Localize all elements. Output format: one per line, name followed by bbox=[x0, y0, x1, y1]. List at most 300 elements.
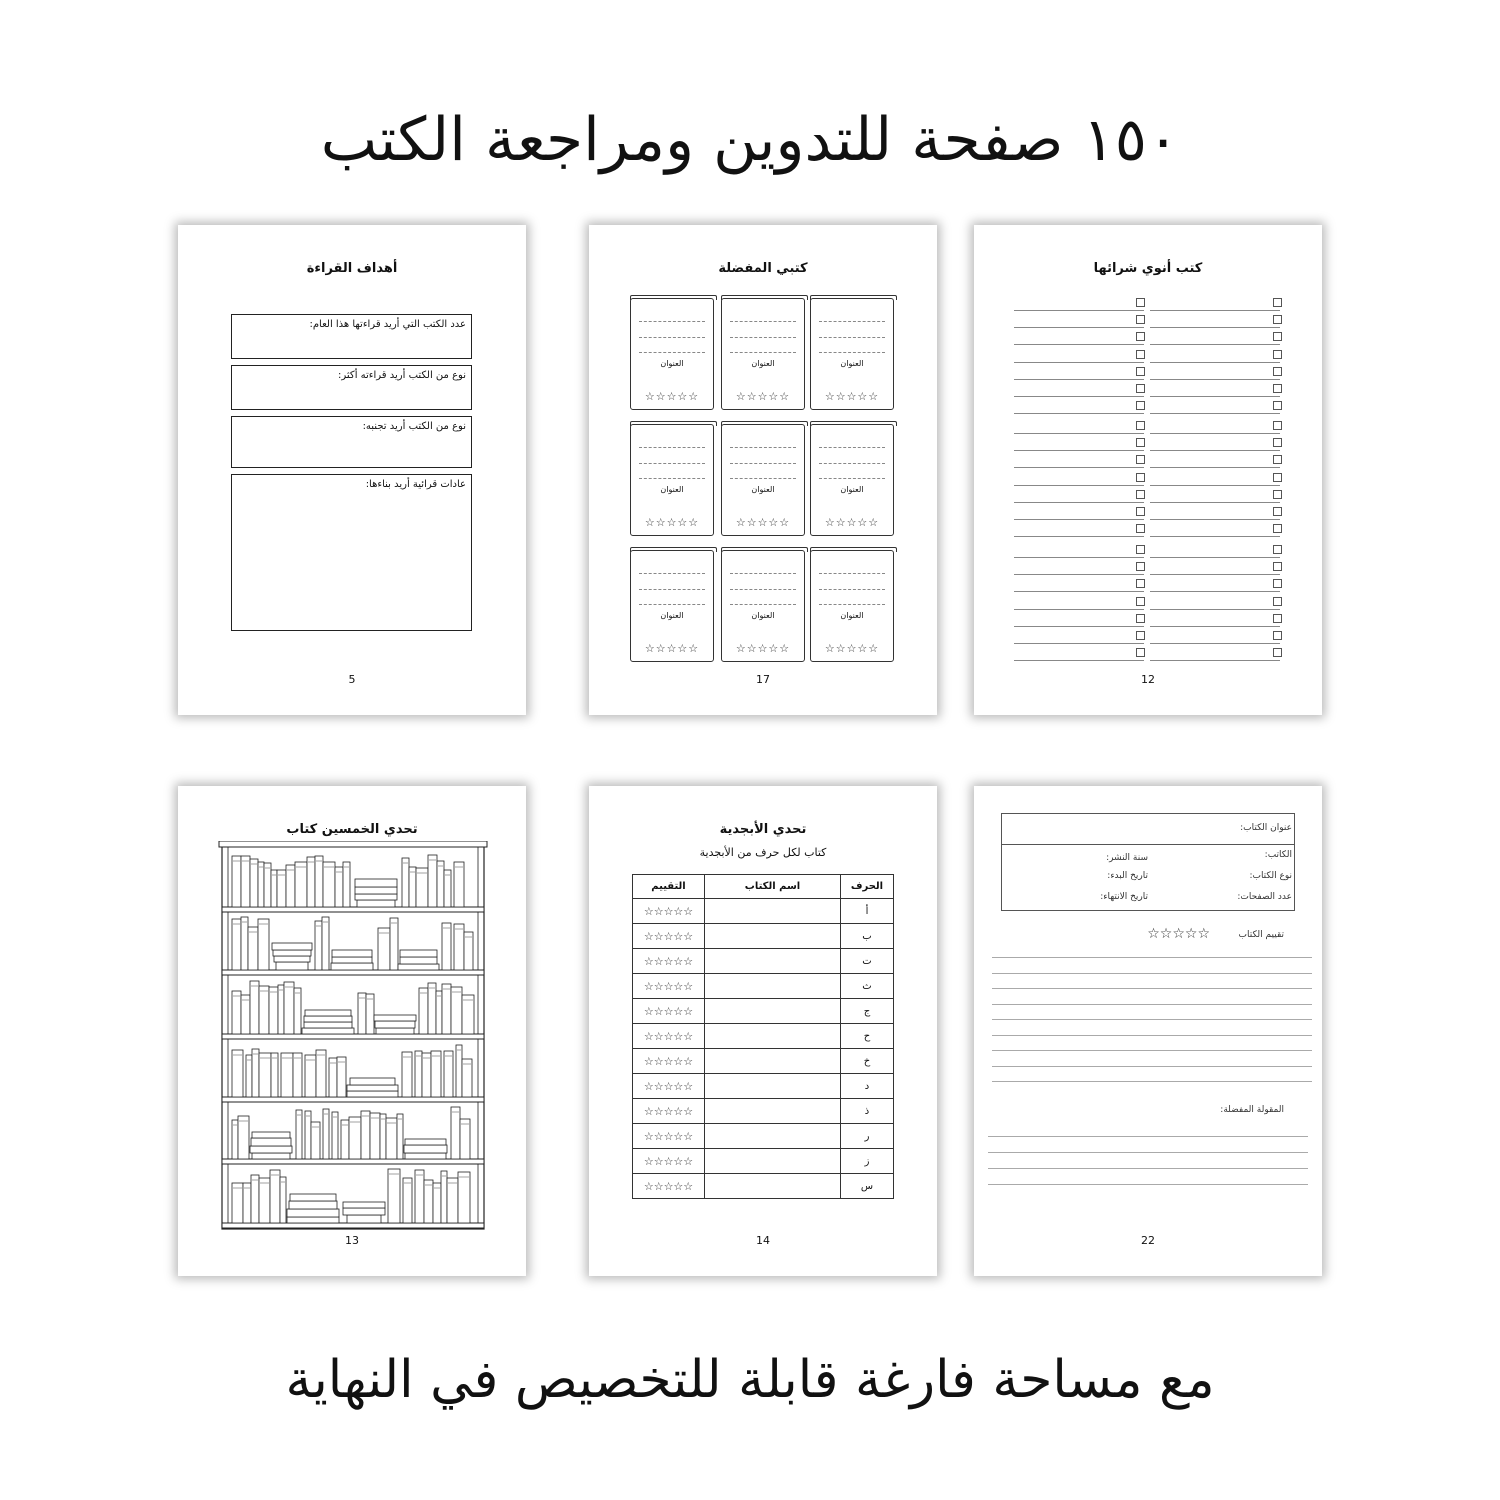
book-lying bbox=[304, 1022, 352, 1028]
book-spine bbox=[248, 927, 258, 970]
year-label: سنة النشر: bbox=[1106, 853, 1148, 863]
table-row bbox=[633, 1174, 894, 1199]
writing-line bbox=[992, 1050, 1312, 1051]
checkbox[interactable] bbox=[1136, 545, 1145, 554]
book-lying bbox=[347, 1091, 398, 1097]
book-spine bbox=[442, 923, 451, 970]
author-label: الكاتب: bbox=[1264, 850, 1292, 860]
dashed-line bbox=[819, 573, 885, 574]
book-lying bbox=[398, 964, 439, 970]
book-lying bbox=[400, 957, 437, 964]
book-lying bbox=[343, 1208, 385, 1215]
letter-cell: خ bbox=[841, 1049, 894, 1074]
favorite-book-card bbox=[721, 298, 805, 410]
table-row bbox=[633, 899, 894, 924]
favorite-quote-label: المقولة المفضلة: bbox=[1220, 1105, 1284, 1115]
letter-cell: ب bbox=[841, 924, 894, 949]
book-title-label: العنوان bbox=[840, 359, 864, 368]
wishlist-line bbox=[1150, 434, 1280, 451]
rating-stars: ☆☆☆☆☆ bbox=[1147, 926, 1210, 942]
checkbox[interactable] bbox=[1273, 545, 1282, 554]
book-lying bbox=[332, 950, 372, 957]
star-rating: ☆☆☆☆☆ bbox=[644, 390, 700, 403]
goal-box-count: عدد الكتب التي أريد قراءتها هذا العام: bbox=[231, 314, 472, 359]
rating-stars: ☆☆☆☆☆ bbox=[633, 1024, 705, 1049]
book-title-label: العنوان bbox=[660, 611, 684, 620]
header-rating: التقييم bbox=[633, 875, 705, 899]
dashed-line bbox=[639, 352, 705, 353]
dashed-line bbox=[819, 337, 885, 338]
book-spine bbox=[335, 867, 343, 907]
table-row bbox=[633, 1024, 894, 1049]
checkbox[interactable] bbox=[1273, 298, 1282, 307]
book-spine bbox=[286, 865, 295, 907]
book-name-cell[interactable] bbox=[705, 1049, 841, 1074]
dashed-line bbox=[639, 604, 705, 605]
book-spine bbox=[403, 1178, 412, 1223]
checkbox[interactable] bbox=[1273, 438, 1282, 447]
book-spine bbox=[315, 921, 322, 970]
book-lying bbox=[251, 1138, 291, 1146]
book-name-cell[interactable] bbox=[705, 899, 841, 924]
dashed-line bbox=[730, 447, 796, 448]
dashed-line bbox=[730, 352, 796, 353]
book-lying bbox=[375, 1021, 415, 1028]
wishlist-line bbox=[1150, 541, 1280, 558]
book-spine bbox=[721, 421, 808, 426]
wishlist-line bbox=[1150, 311, 1280, 328]
book-name-cell[interactable] bbox=[705, 1024, 841, 1049]
dashed-line bbox=[730, 463, 796, 464]
writing-line bbox=[988, 1136, 1308, 1137]
rating-stars: ☆☆☆☆☆ bbox=[633, 974, 705, 999]
book-title-label: العنوان bbox=[840, 611, 864, 620]
dashed-line bbox=[639, 589, 705, 590]
book-spine bbox=[232, 991, 241, 1034]
page-number: 22 bbox=[1141, 1234, 1155, 1247]
wishlist-line bbox=[1150, 346, 1280, 363]
letter-cell: ر bbox=[841, 1124, 894, 1149]
book-name-cell[interactable] bbox=[705, 1174, 841, 1199]
wishlist-line bbox=[1150, 593, 1280, 610]
book-spine bbox=[323, 862, 335, 907]
header-book-name: اسم الكتاب bbox=[705, 875, 841, 899]
dashed-line bbox=[730, 478, 796, 479]
book-lying bbox=[405, 1153, 446, 1159]
book-spine bbox=[409, 867, 416, 907]
book-spine bbox=[458, 1172, 470, 1223]
star-rating: ☆☆☆☆☆ bbox=[735, 390, 791, 403]
book-spine bbox=[402, 858, 409, 907]
book-spine bbox=[810, 421, 897, 426]
checkbox[interactable] bbox=[1136, 473, 1145, 482]
book-spine bbox=[252, 1049, 259, 1097]
wishlist-line bbox=[1150, 469, 1280, 486]
checkbox[interactable] bbox=[1273, 631, 1282, 640]
book-spine bbox=[442, 984, 451, 1034]
book-spine bbox=[415, 1051, 422, 1097]
page-reading-goals bbox=[178, 225, 526, 715]
book-name-cell[interactable] bbox=[705, 974, 841, 999]
table-row bbox=[633, 999, 894, 1024]
book-spine bbox=[810, 547, 897, 552]
rating-stars: ☆☆☆☆☆ bbox=[633, 1074, 705, 1099]
book-spine bbox=[462, 995, 474, 1034]
book-spine bbox=[277, 870, 286, 907]
book-spine bbox=[246, 1055, 252, 1097]
wishlist-line bbox=[1014, 380, 1144, 397]
page-number: 12 bbox=[1141, 673, 1155, 686]
checkbox[interactable] bbox=[1273, 579, 1282, 588]
star-rating: ☆☆☆☆☆ bbox=[644, 642, 700, 655]
writing-line bbox=[992, 1066, 1312, 1067]
checkbox[interactable] bbox=[1273, 350, 1282, 359]
book-spine bbox=[431, 1051, 441, 1097]
book-title-label: العنوان bbox=[751, 359, 775, 368]
book-spine bbox=[269, 987, 278, 1034]
wishlist-line bbox=[1150, 627, 1280, 644]
book-spine bbox=[451, 987, 462, 1034]
rating-stars: ☆☆☆☆☆ bbox=[633, 1149, 705, 1174]
book-spine bbox=[329, 1058, 337, 1097]
book-spine bbox=[322, 917, 329, 970]
rating-stars: ☆☆☆☆☆ bbox=[633, 924, 705, 949]
dashed-line bbox=[819, 352, 885, 353]
wishlist-line bbox=[1150, 363, 1280, 380]
book-spine bbox=[278, 985, 284, 1034]
book-lying bbox=[400, 950, 437, 957]
book-lying bbox=[305, 1010, 351, 1016]
book-spine bbox=[296, 1110, 302, 1159]
page-book-review bbox=[974, 786, 1322, 1276]
book-spine bbox=[810, 295, 897, 300]
start-date-label: تاريخ البدء: bbox=[1107, 871, 1148, 881]
letter-cell: س bbox=[841, 1174, 894, 1199]
favorite-book-card bbox=[810, 550, 894, 662]
checkbox[interactable] bbox=[1136, 438, 1145, 447]
checkbox[interactable] bbox=[1273, 648, 1282, 657]
book-spine bbox=[462, 1059, 472, 1097]
wishlist-line bbox=[1150, 486, 1280, 503]
page-number: 17 bbox=[756, 673, 770, 686]
dashed-line bbox=[639, 478, 705, 479]
table-row bbox=[633, 1099, 894, 1124]
book-spine bbox=[315, 856, 323, 907]
book-spine bbox=[341, 1120, 349, 1159]
book-spine bbox=[258, 919, 269, 970]
book-lying bbox=[304, 1016, 352, 1022]
book-spine bbox=[241, 917, 248, 970]
checkbox[interactable] bbox=[1136, 315, 1145, 324]
favorite-book-card bbox=[721, 424, 805, 536]
book-spine bbox=[721, 295, 808, 300]
book-spine bbox=[259, 1053, 271, 1097]
book-spine bbox=[238, 1116, 249, 1159]
book-spine bbox=[419, 988, 428, 1034]
page-title: كتب أنوي شرائها bbox=[1093, 261, 1203, 276]
checkbox[interactable] bbox=[1136, 614, 1145, 623]
page-number: 5 bbox=[348, 673, 356, 686]
book-lying bbox=[302, 1028, 354, 1034]
book-spine bbox=[630, 421, 717, 426]
book-lying bbox=[347, 1215, 381, 1223]
page-wishlist bbox=[974, 225, 1322, 715]
book-spine bbox=[428, 983, 436, 1034]
writing-line bbox=[992, 988, 1312, 989]
checkbox[interactable] bbox=[1136, 384, 1145, 393]
book-spine bbox=[305, 1111, 311, 1159]
book-lying bbox=[355, 887, 397, 894]
letter-cell: ذ bbox=[841, 1099, 894, 1124]
page-number: 14 bbox=[756, 1234, 770, 1247]
book-lying bbox=[332, 957, 372, 963]
checkbox[interactable] bbox=[1273, 455, 1282, 464]
book-spine bbox=[416, 868, 428, 907]
book-spine bbox=[422, 1053, 431, 1097]
checkbox[interactable] bbox=[1136, 421, 1145, 430]
page-title: كتبي المفضلة bbox=[718, 261, 808, 276]
dashed-line bbox=[639, 447, 705, 448]
table-row bbox=[633, 1049, 894, 1074]
checkbox[interactable] bbox=[1136, 524, 1145, 533]
book-title-label: العنوان bbox=[751, 611, 775, 620]
star-rating: ☆☆☆☆☆ bbox=[644, 516, 700, 529]
checkbox[interactable] bbox=[1136, 350, 1145, 359]
wishlist-line bbox=[1014, 541, 1144, 558]
book-spine bbox=[378, 928, 390, 970]
alphabet-table bbox=[632, 874, 894, 1199]
book-spine bbox=[721, 547, 808, 552]
favorite-book-card bbox=[810, 298, 894, 410]
checkbox[interactable] bbox=[1136, 455, 1145, 464]
checkbox[interactable] bbox=[1136, 597, 1145, 606]
book-spine bbox=[424, 1180, 433, 1223]
book-name-cell[interactable] bbox=[705, 1124, 841, 1149]
book-lying bbox=[274, 956, 310, 962]
book-spine bbox=[451, 1107, 460, 1159]
book-spine bbox=[444, 1051, 453, 1097]
divider bbox=[1002, 844, 1294, 845]
headline-bottom: مع مساحة فارغة قابلة للتخصيص في النهاية bbox=[285, 1350, 1215, 1410]
rating-stars: ☆☆☆☆☆ bbox=[633, 1124, 705, 1149]
checkbox[interactable] bbox=[1273, 597, 1282, 606]
book-lying bbox=[290, 1194, 336, 1201]
wishlist-line bbox=[1150, 380, 1280, 397]
book-spine bbox=[270, 1170, 280, 1223]
writing-line bbox=[992, 1019, 1312, 1020]
wishlist-line bbox=[1014, 417, 1144, 434]
letter-cell: ز bbox=[841, 1149, 894, 1174]
page-subtitle: كتاب لكل حرف من الأبجدية bbox=[699, 846, 827, 859]
letter-cell: ث bbox=[841, 974, 894, 999]
book-spine bbox=[281, 1053, 293, 1097]
favorite-book-card bbox=[721, 550, 805, 662]
book-name-cell[interactable] bbox=[705, 1074, 841, 1099]
header-letter: الحرف bbox=[841, 875, 894, 899]
book-spine bbox=[441, 1171, 447, 1223]
book-spine bbox=[388, 1169, 400, 1223]
wishlist-line bbox=[1150, 610, 1280, 627]
end-date-label: تاريخ الانتهاء: bbox=[1100, 892, 1148, 902]
book-spine bbox=[370, 1113, 380, 1159]
rating-stars: ☆☆☆☆☆ bbox=[633, 1174, 705, 1199]
checkbox[interactable] bbox=[1273, 490, 1282, 499]
table-row bbox=[633, 949, 894, 974]
wishlist-line bbox=[1150, 417, 1280, 434]
dashed-line bbox=[639, 337, 705, 338]
book-lying bbox=[272, 943, 312, 950]
checkbox[interactable] bbox=[1273, 367, 1282, 376]
book-spine bbox=[251, 1175, 259, 1223]
book-lying bbox=[376, 1028, 414, 1034]
book-lying bbox=[343, 1202, 385, 1208]
page-title: أهداف القراءة bbox=[306, 261, 398, 276]
page-favorite-books bbox=[589, 225, 937, 715]
rating-stars: ☆☆☆☆☆ bbox=[633, 949, 705, 974]
wishlist-line bbox=[1150, 644, 1280, 661]
checkbox[interactable] bbox=[1273, 315, 1282, 324]
book-spine bbox=[243, 1183, 251, 1223]
book-lying bbox=[357, 900, 395, 907]
book-spine bbox=[428, 855, 437, 907]
book-spine bbox=[241, 856, 250, 907]
book-title-label: العنوان bbox=[751, 485, 775, 494]
wishlist-line bbox=[1014, 434, 1144, 451]
dashed-line bbox=[730, 337, 796, 338]
checkbox[interactable] bbox=[1136, 631, 1145, 640]
wishlist-line bbox=[1014, 503, 1144, 520]
checkbox[interactable] bbox=[1273, 421, 1282, 430]
book-spine bbox=[444, 870, 451, 907]
goal-box-habits: عادات قرائية أريد بناءها: bbox=[231, 474, 472, 631]
wishlist-line bbox=[1014, 593, 1144, 610]
book-name-cell[interactable] bbox=[705, 999, 841, 1024]
checkbox[interactable] bbox=[1136, 490, 1145, 499]
book-spine bbox=[232, 1183, 243, 1223]
page-title: تحدي الأبجدية bbox=[719, 822, 807, 837]
book-title-label: العنوان bbox=[840, 485, 864, 494]
book-lying bbox=[276, 962, 308, 970]
book-lying bbox=[350, 1078, 395, 1085]
book-spine bbox=[232, 1050, 243, 1097]
book-title-label: العنوان bbox=[660, 485, 684, 494]
wishlist-line bbox=[1014, 346, 1144, 363]
book-lying bbox=[287, 1209, 339, 1217]
book-spine bbox=[311, 1122, 320, 1159]
book-spine bbox=[386, 1118, 397, 1159]
book-spine bbox=[390, 918, 398, 970]
table-row bbox=[633, 974, 894, 999]
letter-cell: ج bbox=[841, 999, 894, 1024]
dashed-line bbox=[730, 589, 796, 590]
writing-line bbox=[992, 1035, 1312, 1036]
checkbox[interactable] bbox=[1273, 473, 1282, 482]
book-spine bbox=[397, 1114, 403, 1159]
checkbox[interactable] bbox=[1136, 298, 1145, 307]
book-spine bbox=[343, 862, 350, 907]
checkbox[interactable] bbox=[1136, 562, 1145, 571]
book-name-cell[interactable] bbox=[705, 949, 841, 974]
writing-line bbox=[992, 957, 1312, 958]
table-header-row bbox=[633, 875, 894, 899]
book-spine bbox=[271, 1053, 278, 1097]
star-rating: ☆☆☆☆☆ bbox=[735, 516, 791, 529]
favorite-book-card bbox=[810, 424, 894, 536]
book-spine bbox=[380, 1114, 386, 1159]
star-rating: ☆☆☆☆☆ bbox=[824, 390, 880, 403]
checkbox[interactable] bbox=[1273, 562, 1282, 571]
book-lying bbox=[289, 1201, 337, 1209]
checkbox[interactable] bbox=[1136, 332, 1145, 341]
book-lying bbox=[331, 963, 373, 970]
book-spine bbox=[316, 1050, 326, 1097]
checkbox[interactable] bbox=[1273, 384, 1282, 393]
book-name-cell[interactable] bbox=[705, 924, 841, 949]
checkbox[interactable] bbox=[1136, 401, 1145, 410]
checkbox[interactable] bbox=[1273, 524, 1282, 533]
wishlist-line bbox=[1014, 451, 1144, 468]
wishlist-line bbox=[1150, 575, 1280, 592]
book-spine bbox=[323, 1109, 329, 1159]
wishlist-line bbox=[1014, 644, 1144, 661]
wishlist-line bbox=[1014, 363, 1144, 380]
book-lying bbox=[287, 1217, 339, 1223]
book-spine bbox=[264, 863, 271, 907]
table-row bbox=[633, 1124, 894, 1149]
wishlist-line bbox=[1150, 558, 1280, 575]
book-spine bbox=[250, 859, 258, 907]
pages-count-label: عدد الصفحات: bbox=[1237, 892, 1292, 902]
book-lying bbox=[252, 1132, 290, 1138]
star-rating: ☆☆☆☆☆ bbox=[824, 516, 880, 529]
letter-cell: ح bbox=[841, 1024, 894, 1049]
book-spine bbox=[630, 295, 717, 300]
page-number: 13 bbox=[345, 1234, 359, 1247]
checkbox[interactable] bbox=[1273, 614, 1282, 623]
book-lying bbox=[347, 1085, 398, 1091]
checkbox[interactable] bbox=[1136, 648, 1145, 657]
dashed-line bbox=[819, 604, 885, 605]
book-spine bbox=[358, 993, 366, 1034]
dashed-line bbox=[819, 463, 885, 464]
book-name-cell[interactable] bbox=[705, 1099, 841, 1124]
wishlist-line bbox=[1014, 627, 1144, 644]
checkbox[interactable] bbox=[1136, 579, 1145, 588]
wishlist-line bbox=[1150, 520, 1280, 537]
book-spine bbox=[258, 862, 264, 907]
writing-line bbox=[988, 1184, 1308, 1185]
book-name-cell[interactable] bbox=[705, 1149, 841, 1174]
book-spine bbox=[294, 988, 301, 1034]
book-spine bbox=[232, 919, 241, 970]
wishlist-line bbox=[1014, 311, 1144, 328]
checkbox[interactable] bbox=[1136, 507, 1145, 516]
checkbox[interactable] bbox=[1136, 367, 1145, 376]
book-title-label: العنوان bbox=[660, 359, 684, 368]
goal-box-avoid: نوع من الكتب أريد تجنبه: bbox=[231, 416, 472, 468]
checkbox[interactable] bbox=[1273, 507, 1282, 516]
checkbox[interactable] bbox=[1273, 401, 1282, 410]
favorite-book-card bbox=[630, 550, 714, 662]
book-spine bbox=[630, 547, 717, 552]
writing-line bbox=[992, 1081, 1312, 1082]
table-row bbox=[633, 924, 894, 949]
book-lying bbox=[273, 950, 311, 956]
rating-label: تقييم الكتاب bbox=[1238, 930, 1284, 940]
checkbox[interactable] bbox=[1273, 332, 1282, 341]
wishlist-line bbox=[1014, 469, 1144, 486]
page-fifty-challenge bbox=[178, 786, 526, 1276]
